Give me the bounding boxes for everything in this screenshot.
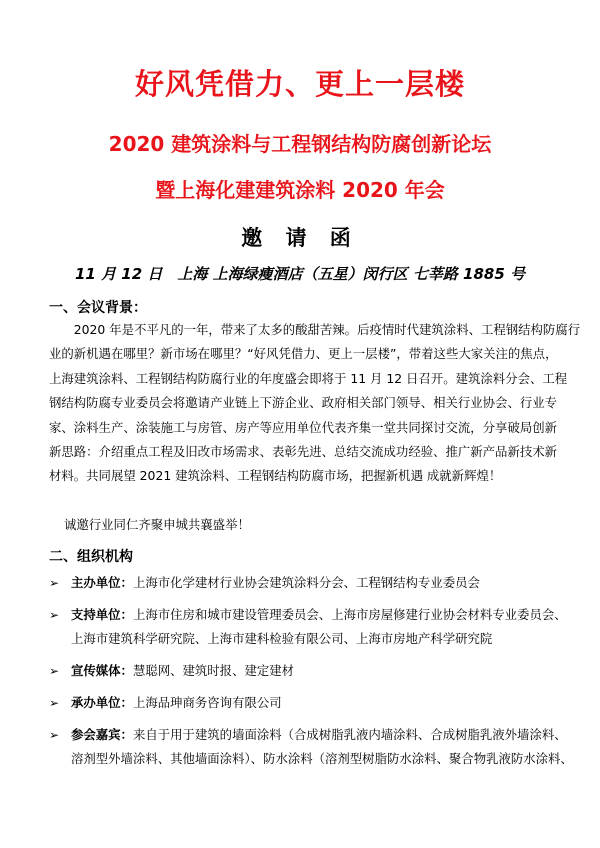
org-item-guests [49, 723, 573, 772]
arrow-bullet-icon: ➢ [49, 576, 60, 590]
org-item-host [49, 571, 480, 595]
paragraph-line: 2020 年是不平凡的一年，带来了太多的酸甜苦辣。后疫情时代建筑涂料、工程钢结构防腐行 [49, 322, 581, 337]
org-item-organizer [49, 691, 282, 715]
arrow-bullet-icon: ➢ [49, 664, 60, 678]
org-item-support [49, 603, 567, 652]
org-item-text: 慧聪网、建筑时报、建定建材 [132, 663, 295, 678]
org-item-label: 参会嘉宾： [71, 727, 133, 742]
org-item-text: 上海品珅商务咨询有限公司 [132, 695, 282, 710]
arrow-bullet-icon: ➢ [49, 608, 60, 622]
paragraph-line: 家、涂料生产、涂装施工与房管、房产等应用单位代表齐集一堂共同探讨交流，分享破局创新 [49, 419, 558, 435]
paragraph-line: 上海建筑涂料、工程钢结构防腐行业的年度盛会即将于 11 月 12 日召开。建筑涂料分会、工程 [49, 370, 568, 386]
arrow-bullet-icon: ➢ [49, 728, 60, 742]
org-item-media [49, 659, 294, 683]
main-title: 好风凭借力、更上一层楼 [134, 67, 465, 101]
paragraph-line: 业的新机遇在哪里？新市场在哪里？“好风凭借力、更上一层楼”，带着这些大家关注的焦点， [49, 346, 558, 362]
document-heading: 邀 请 函 [241, 226, 359, 250]
org-item-text: 上海市住房和城市建设管理委员会、上海市房屋修建行业协会材料专业委员会、 [132, 607, 567, 622]
org-item-label: 宣传媒体： [71, 663, 133, 678]
paragraph-line: 材料。共同展望 2021 建筑涂料、工程钢结构防腐市场，把握新机遇 成就新辉煌！ [49, 468, 502, 484]
org-item-continuation: 溶剂型外墙涂料、其他墙面涂料）、防水涂料（溶剂型树脂防水涂料、聚合物乳液防水涂料、 [71, 751, 573, 767]
date-location-line: 11 月 12 日 上海 上海绿瘦酒店（五星）闵行区 七莘路 1885 号 [74, 265, 526, 283]
background-paragraph [49, 318, 581, 489]
org-item-continuation: 上海市建筑科学研究院、上海市建科检验有限公司、上海市房地产科学研究院 [71, 631, 493, 647]
paragraph-line: 钢结构防腐专业委员会将邀请产业链上下游企业、政府相关部门领导、相关行业协会、行业专 [49, 395, 558, 411]
org-item-label: 主办单位： [71, 575, 133, 590]
annual-meeting-subtitle: 暨上海化建建筑涂料 2020 年会 [155, 178, 445, 202]
org-item-text: 上海市化学建材行业协会建筑涂料分会、工程钢结构专业委员会 [132, 575, 480, 590]
org-item-text: 来自于用于建筑的墙面涂料（合成树脂乳液内墙涂料、合成树脂乳液外墙涂料、 [132, 727, 567, 742]
forum-subtitle: 2020 建筑涂料与工程钢结构防腐创新论坛 [108, 132, 492, 156]
invitation-line: 诚邀行业同仁齐聚申城共襄盛举！ [64, 517, 250, 532]
org-item-label: 承办单位： [71, 695, 133, 710]
paragraph-line: 新思路：介绍重点工程及旧改市场需求、表彰先进、总结交流成功经验、推广新产品新技术新 [49, 444, 558, 460]
section-background-title: 一、会议背景： [49, 300, 147, 316]
arrow-bullet-icon: ➢ [49, 696, 60, 710]
org-item-label: 支持单位： [71, 607, 133, 622]
section-organization-title: 二、组织机构 [49, 549, 133, 565]
